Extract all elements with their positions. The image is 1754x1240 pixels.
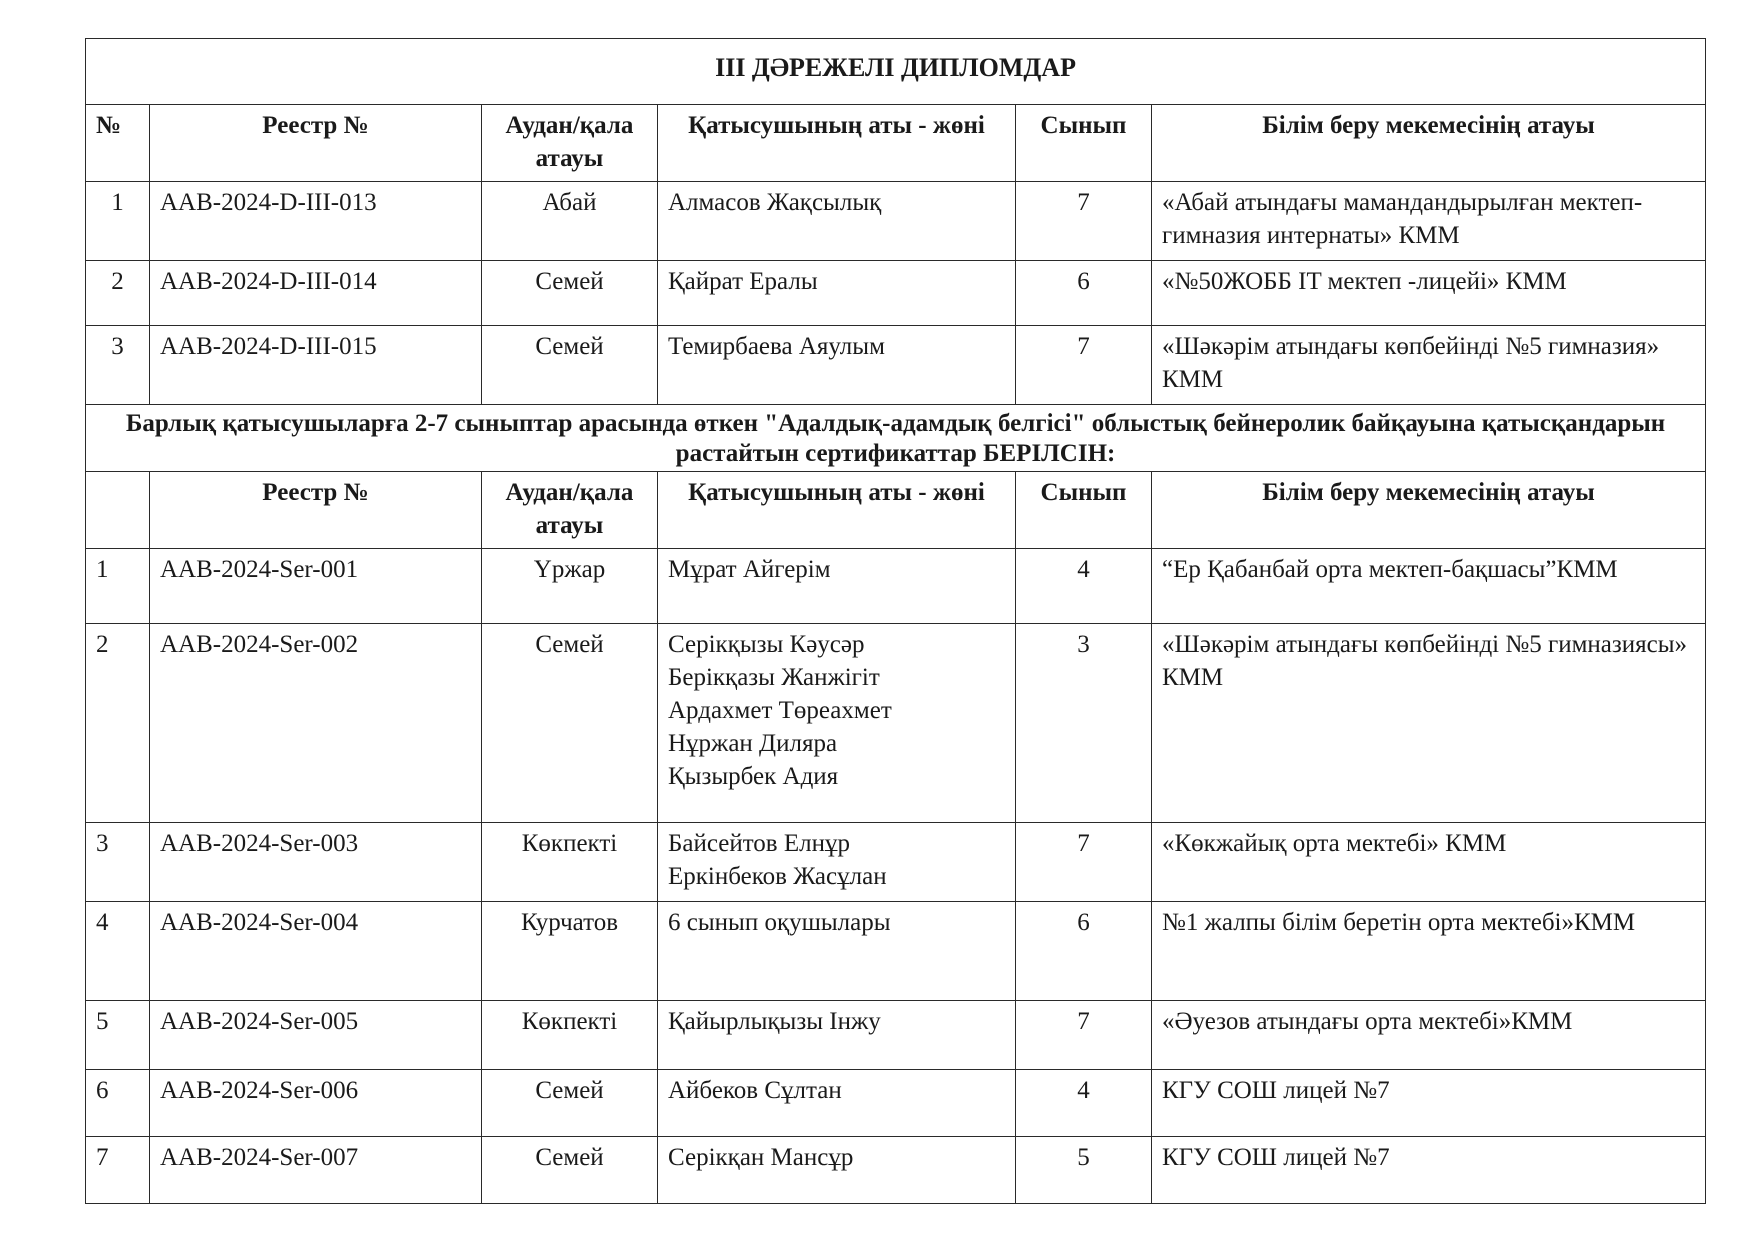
cell-grade: 7 <box>1016 182 1152 261</box>
cell-registry: AAB-2024-Ser-003 <box>150 823 482 902</box>
cell-name: Темирбаева Аяулым <box>658 326 1016 405</box>
cell-school: «Әуезов атындағы орта мектебі»КММ <box>1152 1001 1706 1070</box>
page-title: III ДӘРЕЖЕЛІ ДИПЛОМДАР <box>86 39 1706 105</box>
diplomas-header-row <box>86 105 1706 182</box>
cell-district: Көкпекті <box>482 823 658 902</box>
cell-grade: 4 <box>1016 1070 1152 1137</box>
cell-registry: AAB-2024-Ser-001 <box>150 549 482 624</box>
header-district: Аудан/қала атауы <box>482 105 658 182</box>
cell-grade: 7 <box>1016 823 1152 902</box>
cell-registry: AAB-2024-D-III-015 <box>150 326 482 405</box>
cell-registry: AAB-2024-Ser-002 <box>150 624 482 823</box>
header-name: Қатысушының аты - жөні <box>658 472 1016 549</box>
cell-num: 6 <box>86 1070 150 1137</box>
table-row <box>86 823 1706 902</box>
cell-school: «Абай атындағы мамандандырылған мектеп-гимназия интернаты» КММ <box>1152 182 1706 261</box>
table-row <box>86 1070 1706 1137</box>
cell-district: Семей <box>482 326 658 405</box>
participant-name: Берікқазы Жанжігіт <box>668 664 880 691</box>
cell-grade: 6 <box>1016 261 1152 326</box>
header-registry: Реестр № <box>150 105 482 182</box>
header-district: Аудан/қала атауы <box>482 472 658 549</box>
cell-num: 1 <box>86 182 150 261</box>
table-row <box>86 549 1706 624</box>
certificates-banner: Барлық қатысушыларға 2-7 сыныптар арасында өткен "Адалдық-адамдық белгісі" облыстық бейнеролик байқауына қатысқандарын растайтын сертификаттар БЕРІЛСІН: <box>86 405 1706 472</box>
cell-district: Курчатов <box>482 902 658 1001</box>
cell-district: Семей <box>482 261 658 326</box>
cell-school: «Көкжайық орта мектебі» КММ <box>1152 823 1706 902</box>
cell-registry: AAB-2024-Ser-004 <box>150 902 482 1001</box>
cell-num: 7 <box>86 1137 150 1204</box>
awards-table <box>85 38 1706 1204</box>
cell-num: 1 <box>86 549 150 624</box>
table-row <box>86 182 1706 261</box>
table-row <box>86 261 1706 326</box>
cell-registry: AAB-2024-D-III-014 <box>150 261 482 326</box>
cell-school: «№50ЖОББ IT мектеп -лицейі» КММ <box>1152 261 1706 326</box>
cell-registry: AAB-2024-Ser-005 <box>150 1001 482 1070</box>
table-row <box>86 902 1706 1001</box>
cell-num: 4 <box>86 902 150 1001</box>
cell-name: Қайрат Ералы <box>658 261 1016 326</box>
participant-name: Мұрат Айгерім <box>668 556 831 583</box>
header-num <box>86 472 150 549</box>
participant-name: Байсейтов Елнұр <box>668 830 850 857</box>
cell-name <box>658 902 1016 1001</box>
cell-num: 2 <box>86 624 150 823</box>
cell-num: 3 <box>86 326 150 405</box>
cell-school: КГУ СОШ лицей №7 <box>1152 1137 1706 1204</box>
cell-grade: 7 <box>1016 326 1152 405</box>
cell-num: 3 <box>86 823 150 902</box>
participant-name: 6 сынып оқушылары <box>668 909 891 936</box>
cell-name <box>658 624 1016 823</box>
cell-name <box>658 1137 1016 1204</box>
header-name: Қатысушының аты - жөні <box>658 105 1016 182</box>
cell-grade: 6 <box>1016 902 1152 1001</box>
cell-name <box>658 823 1016 902</box>
participant-name: Қызырбек Адия <box>668 763 839 790</box>
cell-grade: 7 <box>1016 1001 1152 1070</box>
cell-grade: 3 <box>1016 624 1152 823</box>
participant-name: Серікқызы Кәусәр <box>668 631 865 658</box>
cell-district: Абай <box>482 182 658 261</box>
cell-grade: 4 <box>1016 549 1152 624</box>
cell-school: КГУ СОШ лицей №7 <box>1152 1070 1706 1137</box>
header-grade: Сынып <box>1016 105 1152 182</box>
cell-num: 5 <box>86 1001 150 1070</box>
participant-name: Қайырлықызы Інжу <box>668 1008 881 1035</box>
cell-district: Семей <box>482 1070 658 1137</box>
cell-district: Көкпекті <box>482 1001 658 1070</box>
cell-registry: AAB-2024-Ser-007 <box>150 1137 482 1204</box>
header-grade: Сынып <box>1016 472 1152 549</box>
participant-name: Еркінбеков Жасұлан <box>668 863 887 890</box>
header-school: Білім беру мекемесінің атауы <box>1152 105 1706 182</box>
cell-registry: AAB-2024-Ser-006 <box>150 1070 482 1137</box>
cell-num: 2 <box>86 261 150 326</box>
cell-school: «Шәкәрім атындағы көпбейінді №5 гимназия» КММ <box>1152 326 1706 405</box>
certificates-header-row <box>86 472 1706 549</box>
table-row <box>86 1137 1706 1204</box>
banner-row <box>86 405 1706 472</box>
table-row <box>86 326 1706 405</box>
participant-name: Ардахмет Төреахмет <box>668 697 892 724</box>
cell-school: “Ер Қабанбай орта мектеп-бақшасы”КММ <box>1152 549 1706 624</box>
cell-name <box>658 1001 1016 1070</box>
cell-school: «Шәкәрім атындағы көпбейінді №5 гимназиясы» КММ <box>1152 624 1706 823</box>
cell-school: №1 жалпы білім беретін орта мектебі»КММ <box>1152 902 1706 1001</box>
table-row <box>86 624 1706 823</box>
table-row <box>86 1001 1706 1070</box>
cell-grade: 5 <box>1016 1137 1152 1204</box>
cell-district: Семей <box>482 1137 658 1204</box>
cell-registry: AAB-2024-D-III-013 <box>150 182 482 261</box>
participant-name: Нұржан Диляра <box>668 730 838 757</box>
header-num: № <box>86 105 150 182</box>
participant-name: Серікқан Мансұр <box>668 1144 854 1171</box>
header-school: Білім беру мекемесінің атауы <box>1152 472 1706 549</box>
header-registry: Реестр № <box>150 472 482 549</box>
cell-district: Семей <box>482 624 658 823</box>
cell-name: Алмасов Жақсылық <box>658 182 1016 261</box>
participant-name: Айбеков Сұлтан <box>668 1077 842 1104</box>
cell-district: Үржар <box>482 549 658 624</box>
cell-name <box>658 549 1016 624</box>
cell-name <box>658 1070 1016 1137</box>
document-sheet <box>85 38 1705 1204</box>
title-row <box>86 39 1706 105</box>
